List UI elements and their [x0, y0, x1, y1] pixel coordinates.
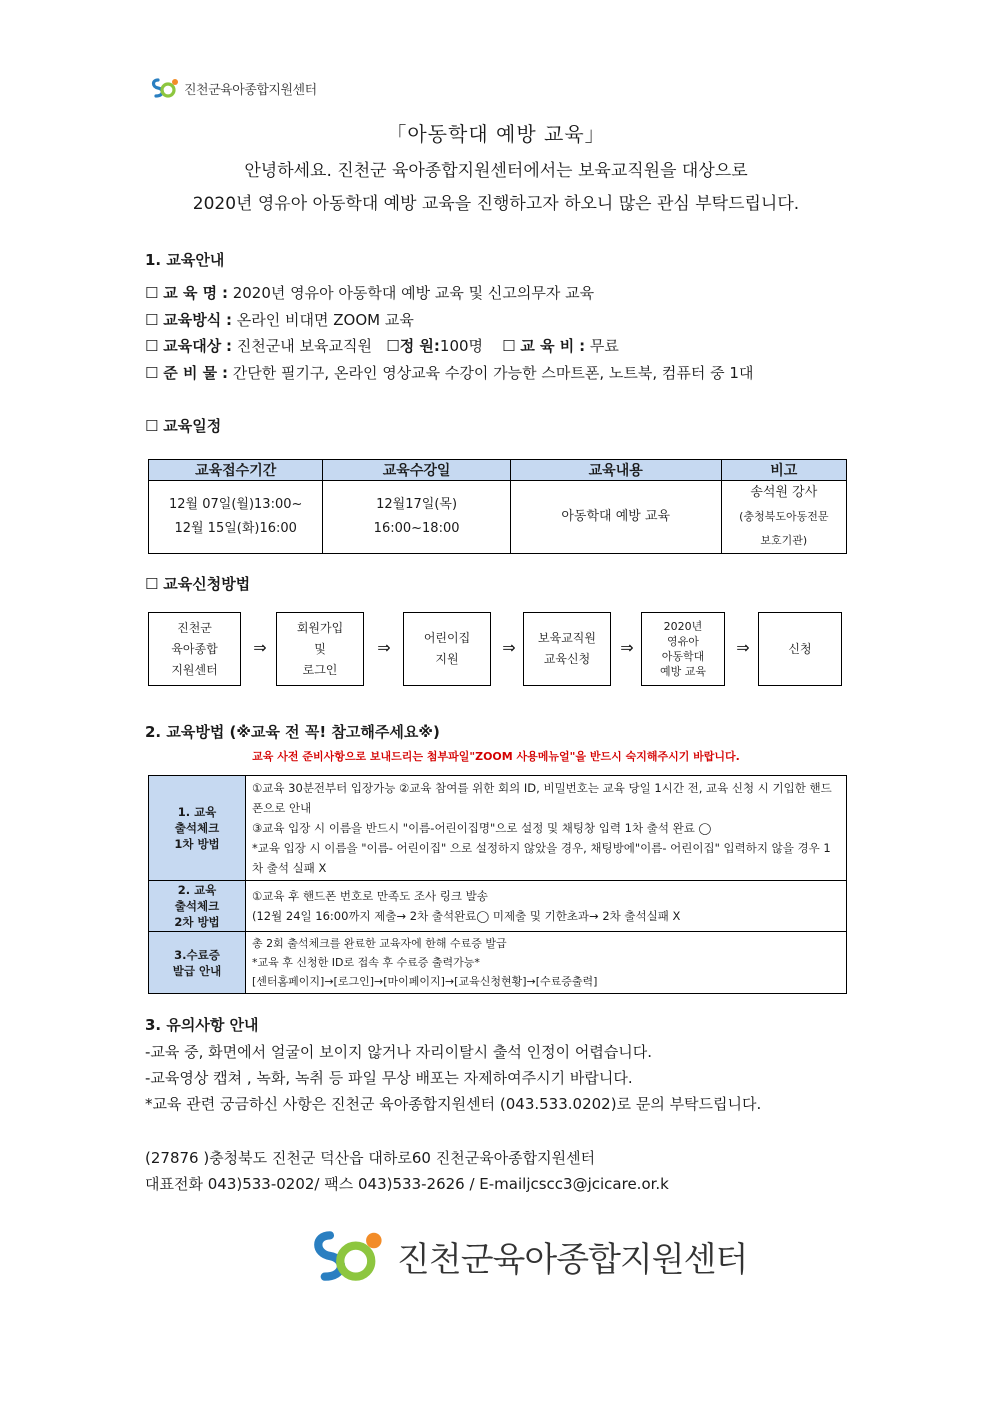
- section1-heading: 1. 교육안내: [145, 251, 225, 269]
- schedule-table: [148, 459, 847, 554]
- center-logo-icon: [305, 1225, 391, 1287]
- flow-step: 2020년 영유아 아동학대 예방 교육: [641, 612, 725, 686]
- schedule-heading: ☐ 교육일정: [145, 417, 222, 435]
- section2-heading: 2. 교육방법 (※교육 전 꼭! 참고해주세요※): [145, 723, 440, 741]
- table-row: [149, 932, 847, 994]
- header-logo-text: 진천군육아종합지원센터: [184, 82, 317, 98]
- page-title: 「아동학대 예방 교육」: [386, 122, 606, 146]
- apply-flow: [148, 612, 848, 688]
- flow-arrow-icon: ⇒: [253, 638, 267, 657]
- flow-arrow-icon: ⇒: [502, 638, 516, 657]
- intro-line-2: 2020년 영유아 아동학대 예방 교육을 진행하고자 하오니 많은 관심 부탁드립니다.: [192, 194, 800, 214]
- info-course-target: ☐ 교육대상 : 진천군내 보육교직원 ☐정 원:100명 ☐ 교 육 비 : 무료: [145, 337, 619, 355]
- schedule-content: 아동학대 예방 교육: [510, 481, 721, 554]
- flow-arrow-icon: ⇒: [620, 638, 634, 657]
- method-label: 1. 교육 출석체크 1차 방법: [149, 776, 246, 881]
- table-row: [149, 881, 847, 932]
- info-course-name: ☐ 교 육 명 : 2020년 영유아 아동학대 예방 교육 및 신고의무자 교육: [145, 284, 595, 302]
- schedule-header: 교육접수기간: [149, 460, 323, 481]
- schedule-day: 12월17일(목) 16:00~18:00: [323, 481, 510, 554]
- intro-line-1: 안녕하세요. 진천군 육아종합지원센터에서는 보육교직원을 대상으로: [244, 161, 748, 181]
- schedule-period: 12월 07일(월)13:00~ 12월 15일(화)16:00: [149, 481, 323, 554]
- method-content: ①교육 후 핸드폰 번호로 만족도 조사 링크 발송 (12월 24일 16:00까지 제출→ 2차 출석완료◯ 미제출 및 기한초과→ 2차 출석실패 X: [246, 881, 847, 932]
- info-supplies: ☐ 준 비 물 : 간단한 필기구, 온라인 영상교육 수강이 가능한 스마트폰, 노트북, 컴퓨터 중 1대: [145, 364, 754, 382]
- flow-step: 어린이집 지원: [403, 612, 491, 686]
- table-row: [149, 481, 847, 554]
- flow-arrow-icon: ⇒: [736, 638, 750, 657]
- footer-logo: [305, 1225, 747, 1287]
- header-logo: [150, 76, 317, 100]
- method-table: [148, 775, 847, 994]
- center-address: (27876 )충청북도 진천군 덕산읍 대하로60 진천군육아종합지원센터: [145, 1149, 596, 1167]
- footer-logo-text: 진천군육아종합지원센터: [397, 1239, 748, 1280]
- method-content: ①교육 30분전부터 입장가능 ②교육 참여를 위한 회의 ID, 비밀번호는 교육 당일 1시간 전, 교육 신청 시 기입한 핸드폰으로 안내 ③교육 입장 시 이름을 반드시 "이름-어린이집명"으로 설정 및 채팅창 입력 1차 출석 완료 ◯ *교육 입장 시 이름을 "이름- 어린이집" 으로 설정하지 않았을 경우, 채팅방에"이름- 어린이집" 입력하지 않을 경우 1차 출석 실패 X: [246, 776, 847, 881]
- flow-arrow-icon: ⇒: [377, 638, 391, 657]
- zoom-warning: 교육 사전 준비사항으로 보내드리는 첨부파일"ZOOM 사용메뉴얼"을 반드시 숙지해주시기 바랍니다.: [252, 750, 740, 763]
- schedule-header: 비고: [721, 460, 846, 481]
- section3-heading: 3. 유의사항 안내: [145, 1016, 259, 1034]
- schedule-note: 송석원 강사 (충청북도아동전문 보호기관): [721, 481, 846, 554]
- caution-line: *교육 관련 궁금하신 사항은 진천군 육아종합지원센터 (043.533.0202)로 문의 부탁드립니다.: [145, 1095, 762, 1113]
- info-course-method: ☐ 교육방식 : 온라인 비대면 ZOOM 교육: [145, 311, 414, 329]
- schedule-header: 교육수강일: [323, 460, 510, 481]
- method-label: 3.수료증 발급 안내: [149, 932, 246, 994]
- method-content: 총 2회 출석체크를 완료한 교육자에 한해 수료증 발급 *교육 후 신청한 ID로 접속 후 수료증 출력가능* [센터홈페이지]→[로그인]→[마이페이지]→[교육신청현황]→[수료증출력]: [246, 932, 847, 994]
- center-logo-icon: [150, 76, 180, 100]
- schedule-header: 교육내용: [510, 460, 721, 481]
- apply-heading: ☐ 교육신청방법: [145, 575, 251, 593]
- caution-line: -교육 중, 화면에서 얼굴이 보이지 않거나 자리이탈시 출석 인정이 어렵습니다.: [145, 1043, 653, 1061]
- table-row: [149, 776, 847, 881]
- flow-step: 회원가입 및 로그인: [276, 612, 364, 686]
- flow-step: 진천군 육아종합 지원센터: [148, 612, 241, 686]
- method-label: 2. 교육 출석체크 2차 방법: [149, 881, 246, 932]
- caution-line: -교육영상 캡쳐 , 녹화, 녹취 등 파일 무상 배포는 자제하여주시기 바랍니다.: [145, 1069, 633, 1087]
- flow-step: 보육교직원 교육신청: [523, 612, 611, 686]
- flow-step: 신청: [758, 612, 842, 686]
- center-phone: 대표전화 043)533-0202/ 팩스 043)533-2626 / E-mailjcscc3@jcicare.or.k: [145, 1175, 669, 1193]
